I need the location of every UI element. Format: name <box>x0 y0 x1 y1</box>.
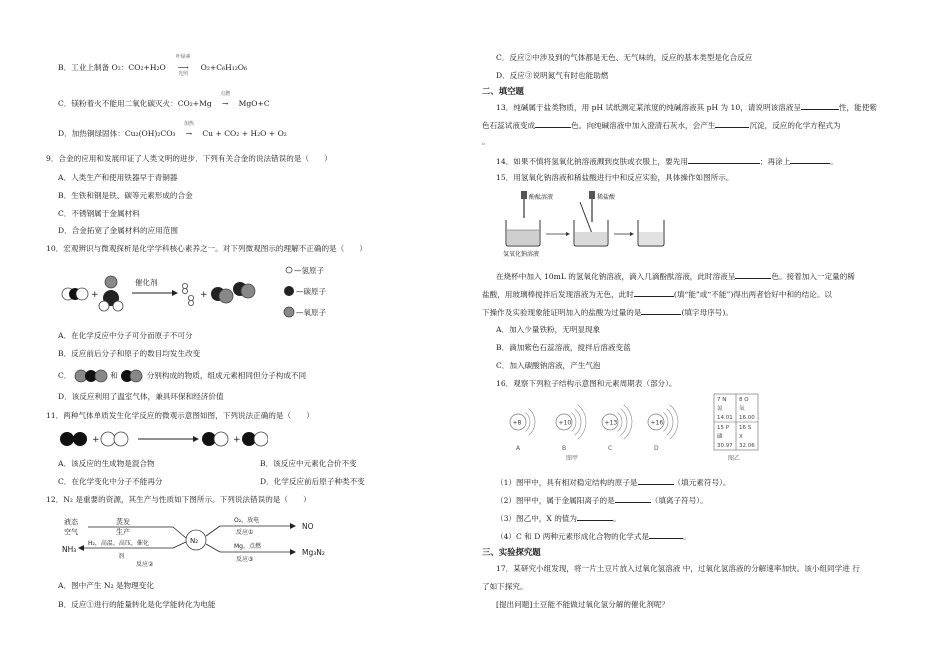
section-fill-in-title: 二、填空题 <box>482 86 524 96</box>
q16-2-text: （2）图甲中，属于金属阳离子的是 <box>496 496 615 505</box>
q8-option-d <box>58 121 287 139</box>
h2-molecules <box>182 283 193 305</box>
atom-legend <box>284 265 326 317</box>
q16-4-suffix: 。 <box>683 532 691 541</box>
reaction-arrow: 点燃 → <box>214 98 236 109</box>
q10-option-a: A．在化学反应中分子可分而原子不可分 <box>58 331 193 340</box>
q15-p2 <box>482 288 832 300</box>
q10-stem: 10．宏观辨识与微观探析是化学学科核心素养之一。对下列微观图示的理解不正确的是（ ） <box>46 244 368 253</box>
q11-option-b: B．该反应中元素化合价不变 <box>260 459 357 468</box>
atom-label: B <box>562 445 567 452</box>
periodic-cell-text: 30.97 <box>717 443 733 449</box>
svg-text:+: + <box>91 290 99 300</box>
q12-option-d: D．反应③说明氮气有时也能助燃 <box>496 71 609 80</box>
label-catalyst: 剂 <box>118 553 125 560</box>
periodic-cell-text: 7 N <box>717 397 727 403</box>
q15-option-b: B．滴加紫色石蕊溶液，搅拌后溶液变蓝 <box>496 343 631 352</box>
figure-jia-label: 图甲 <box>566 455 579 462</box>
q9-option-b: B．生铁和钢是铁、碳等元素形成的合金 <box>58 191 193 200</box>
nuclear-charge: +8 <box>512 419 522 427</box>
q16-sub2 <box>496 494 708 506</box>
electron-shell <box>575 409 581 436</box>
q9-option-c: C．不锈钢属于金属材料 <box>58 209 140 218</box>
q15-text-1: 在烧杯中加入 10mL 的氢氧化钠溶液，滴入几滴酚酞溶液，此时溶液呈 <box>496 272 736 281</box>
q16-3-text: （3）图乙中，X 的值为 <box>496 514 577 523</box>
periodic-cell-text: 14.01 <box>717 415 733 421</box>
q11-option-c: C．在化学变化中分子不能再分 <box>58 477 163 486</box>
label-reaction-1: 反应① <box>236 529 254 536</box>
q16-sub3 <box>496 512 621 524</box>
q9-option-d: D．合金拓宽了金属材料的应用范围 <box>58 226 178 235</box>
q8-b-products: O₂+C₆H₁₂O₆ <box>200 63 248 72</box>
condition-top: 点燃 <box>220 91 231 97</box>
nuclear-charge: +13 <box>604 419 618 427</box>
atom-label: D <box>654 445 659 452</box>
electron-shell <box>529 409 535 436</box>
q15-text-6: (填字母序号)。 <box>681 308 733 317</box>
condition-bottom: 光照 <box>178 71 189 77</box>
q16-4-text: （4）C 和 D 两种元素形成化合物的化学式是 <box>496 532 650 541</box>
q8-option-c <box>58 91 270 109</box>
q9-stem: 9．合金的应用和发展印证了人类文明的进步．下列有关合金的说法错误的是（ ） <box>46 154 332 163</box>
q15-text-3: 盐酸，用玻璃棒搅拌后发现溶液为无色，此时 <box>482 290 634 299</box>
q11-option-d: D．化学反应前后原子种类不变 <box>260 477 365 486</box>
q10-c-suffix: 分别构成的物质，组成元素相同但分子构成不同 <box>146 371 307 380</box>
answer-blank[interactable] <box>688 155 760 164</box>
periodic-cell-text: 32.06 <box>739 443 755 449</box>
answer-blank[interactable] <box>715 119 749 128</box>
label-phenolphthalein: 酚酞溶液 <box>529 194 554 201</box>
q15-experiment-figure <box>498 188 668 258</box>
atom-structure-diagrams <box>510 405 678 452</box>
answer-blank[interactable] <box>790 155 830 164</box>
q12-option-a: A．图中产生 N₂ 是物理变化 <box>58 581 154 590</box>
figure-yi-label: 图乙 <box>728 455 741 462</box>
reaction-arrow: 叶绿素 ⟶ 光照 <box>168 62 198 73</box>
q8-c-products: MgO+C <box>238 99 270 108</box>
periodic-table-excerpt <box>714 394 758 450</box>
q13-line1 <box>496 101 877 113</box>
periodic-cell-text: 15 P <box>717 425 730 431</box>
atom-diagram-d <box>648 405 678 452</box>
electron-shell <box>667 409 673 436</box>
q12-option-c: C．反应②中涉及到的气体都是无色、无气味的，反应的基本类型是化合反应 <box>496 53 753 62</box>
q17-line2: 了如下探究。 <box>482 582 528 591</box>
q8-d-text: D．加热铜绿固体：Cu₂(OH)₂CO₃ <box>58 129 176 138</box>
condition-top: 叶绿素 <box>175 54 191 60</box>
label-dilute-hcl: 稀盐酸 <box>597 194 616 201</box>
answer-blank[interactable] <box>641 306 681 315</box>
label-reaction-3: 反应③ <box>236 556 254 563</box>
label-nh3: NH₃ <box>62 545 77 554</box>
periodic-cell-text: 16 S <box>739 425 752 431</box>
electron-shell <box>670 405 678 439</box>
q11-option-a: A．该反应的生成物是混合物 <box>58 459 155 468</box>
answer-blank[interactable] <box>801 101 839 110</box>
periodic-cell-text: X <box>739 434 743 440</box>
q16-sub4 <box>496 530 691 542</box>
q8-option-b <box>58 54 248 77</box>
q17-line1: 17．某研究小组发现，将一片土豆片放入过氧化氢溶液 中，过氧化氢溶液的分解速率加快。该小组同学进 行 <box>496 564 860 573</box>
label-production: 生产 <box>116 528 130 536</box>
periodic-cell-text: 磷 <box>717 434 723 440</box>
q13-text-4: 色。向纯碱溶液中加入澄清石灰水，会产生 <box>571 121 716 130</box>
q15-text-2: 色。接着加入一定量的稀 <box>771 272 855 281</box>
label-n2: N₂ <box>190 537 199 545</box>
q13-text-3: 色石蕊试液变成 <box>482 121 536 130</box>
q13-text-5: 沉淀，反应的化学方程式为 <box>749 121 841 130</box>
q12-option-b: B．反应①进行的能量转化是化学能转化为电能 <box>58 600 216 609</box>
svg-text:+: + <box>200 290 208 300</box>
answer-blank[interactable] <box>638 476 674 485</box>
q16-figures <box>496 392 786 484</box>
periodic-cell-text: 8 O <box>739 397 749 403</box>
label-liquid: 液态 <box>64 518 78 526</box>
label-h2-conditions: H₂，高温、高压，催化 <box>88 540 149 547</box>
label-no: NO <box>302 522 314 531</box>
reaction-arrow: 加热 → <box>178 128 200 139</box>
q15-option-c: C．加入碳酸钠溶液，产生气泡 <box>496 361 601 370</box>
q14-text-1: 14．如果不慎将氢氧化钠溶液溅到皮肤或衣服上，要先用 <box>496 157 688 166</box>
co2-molecule-icon <box>74 369 108 383</box>
label-evaporation: 蒸发 <box>116 518 130 526</box>
atom-diagram-b <box>556 405 586 452</box>
co-molecule-icon <box>120 369 144 383</box>
q10-micro-diagram <box>60 263 380 323</box>
q16-sub1 <box>496 476 730 488</box>
nuclear-charge: +16 <box>650 419 664 427</box>
section-experiment-title: 三、实验探究题 <box>482 547 541 557</box>
atom-diagram-a <box>510 409 535 452</box>
answer-blank[interactable] <box>535 119 571 128</box>
svg-text:+: + <box>233 435 241 445</box>
label-naoh-solution: 氢氧化钠溶液 <box>503 251 540 258</box>
ch4-molecule <box>99 276 123 311</box>
label-o2-discharge: O₂，放电 <box>234 517 260 524</box>
q16-2-suffix: （填离子符号）。 <box>650 496 708 505</box>
periodic-cell-text: 16.00 <box>739 415 755 421</box>
electron-shell <box>624 405 632 439</box>
q16-stem: 16．观察下列粒子结构示意图和元素周期表（部分）。 <box>496 379 677 388</box>
q10-option-b: B．反应前后分子和原子的数目均发生改变 <box>58 349 201 358</box>
q10-c-prefix: C． <box>58 371 72 380</box>
q10-option-c <box>58 369 306 383</box>
q12-stem: 12．N₂ 是重要的资源，其生产与性质如下图所示。下列说法错误的是（ ） <box>46 495 311 504</box>
periodic-cell-text: 氮 <box>717 406 723 412</box>
co-molecules <box>211 282 255 303</box>
electron-shell <box>621 409 627 436</box>
q13-text-2: 性，能使紫 <box>838 103 877 112</box>
atom-label: A <box>516 445 521 452</box>
label-air: 空气 <box>64 528 78 536</box>
q11-stem: 11．两种气体单质发生化学反应的微观示意图如图，下列说法正确的是（ ） <box>46 411 314 420</box>
q8-d-products: Cu + CO₂ + H₂O + O₂ <box>202 129 287 138</box>
q15-text-5: 下操作及实验现象能证明加入的盐酸为过量的是 <box>482 308 642 317</box>
answer-blank[interactable] <box>649 530 683 539</box>
q15-p1 <box>496 270 855 282</box>
q17-line3: [提出问题]土豆能不能做过氧化氢分解的催化剂呢？ <box>496 600 669 609</box>
q15-text-4: (填“能”或“不能”)得出两者恰好中和的结论。以 <box>673 290 833 299</box>
periodic-cell-text: 氧 <box>739 406 745 412</box>
q8-b-text: B．工业上制备 O₂：CO₂+H₂O <box>58 63 166 72</box>
label-mg-ignite: Mg，点燃 <box>234 543 261 550</box>
label-reaction-2: 反应② <box>136 561 154 568</box>
q16-3-suffix: 。 <box>613 514 621 523</box>
q16-1-suffix: （填元素符号）。 <box>673 478 731 487</box>
co2-molecule <box>62 288 88 300</box>
answer-blank[interactable] <box>615 494 651 503</box>
answer-blank[interactable] <box>634 288 674 297</box>
q10-c-and: 和 <box>110 371 118 380</box>
label-mg3n2: Mg₃N₂ <box>302 548 325 557</box>
legend-carbon: —碳原子 <box>296 287 326 296</box>
atom-label: C <box>608 445 613 452</box>
q15-option-a: A．加入少量铁粉，无明显现象 <box>496 325 601 334</box>
q8-c-text: C．镁粉着火不能用二氧化碳灭火：CO₂+Mg <box>58 99 212 108</box>
q13-line3: 。 <box>482 137 490 146</box>
svg-text:+: + <box>92 435 100 445</box>
answer-blank[interactable] <box>735 270 771 279</box>
condition-top: 加热 <box>183 121 194 127</box>
q15-p3 <box>482 306 733 318</box>
legend-hydrogen: —氢原子 <box>294 266 324 275</box>
answer-blank[interactable] <box>577 512 613 521</box>
q14-text-2: ；再涂上 <box>759 157 791 166</box>
q11-micro-diagram <box>58 428 268 450</box>
q14-line <box>496 155 838 167</box>
q10-option-d: D．该反应利用了温室气体，兼具环保和经济价值 <box>58 392 224 401</box>
q16-1-text: （1）图甲中，具有相对稳定结构的原子是 <box>496 478 638 487</box>
q13-text-1: 13．纯碱属于盐类物质，用 pH 试纸测定某浓度的纯碱溶液其 pH 为 10，请说明该溶液呈 <box>496 103 801 112</box>
q9-option-a: A．人类生产和使用铁器早于青铜器 <box>58 173 178 182</box>
q14-text-3: 。 <box>830 157 838 166</box>
q12-n2-diagram <box>58 510 348 570</box>
atom-diagram-c <box>602 405 632 452</box>
electron-shell <box>578 405 586 439</box>
catalyst-label: 催化剂 <box>135 278 158 287</box>
q13-line2 <box>482 119 841 131</box>
legend-oxygen: —氧原子 <box>296 308 326 317</box>
q15-stem: 15．用氢氧化钠溶液和稀盐酸进行中和反应实验，具体操作如图所示。 <box>496 173 734 182</box>
nuclear-charge: +10 <box>558 419 572 427</box>
